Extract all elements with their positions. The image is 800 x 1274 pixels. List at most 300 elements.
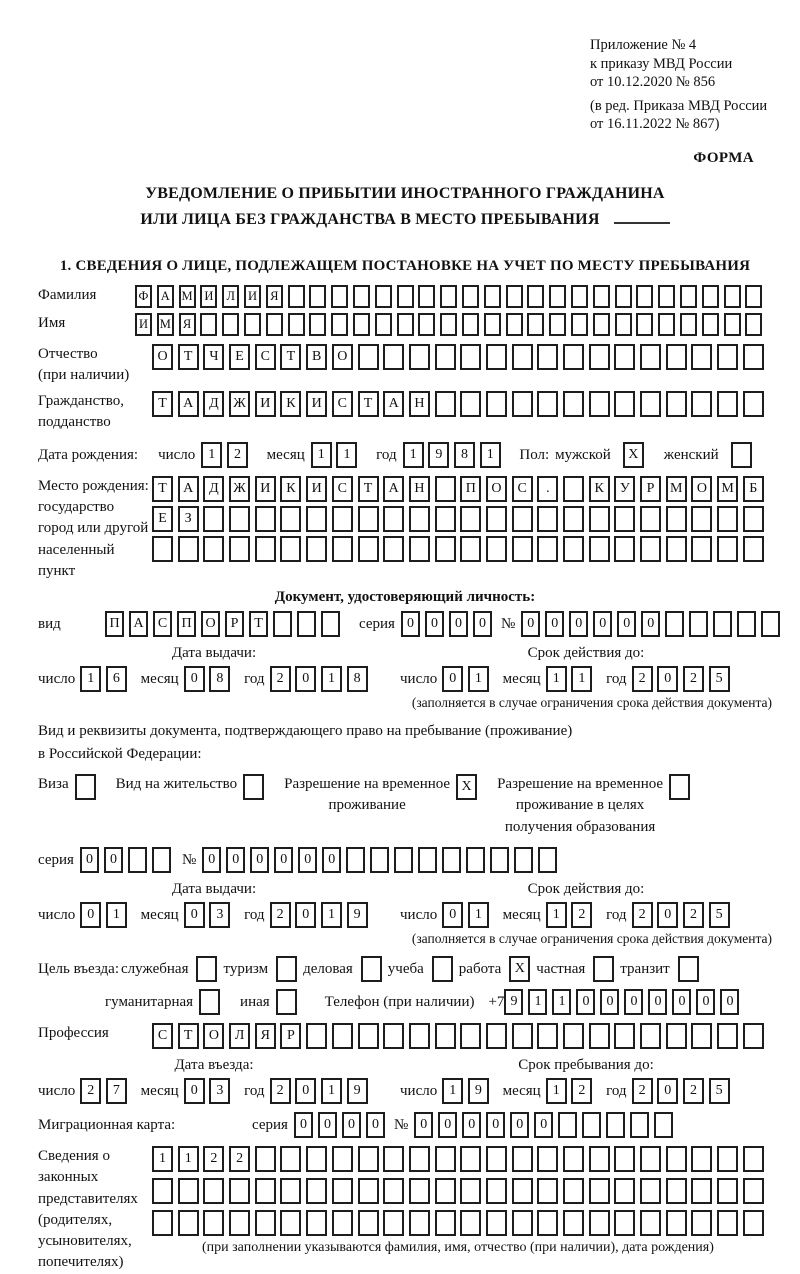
char-cell[interactable] <box>717 506 738 532</box>
char-cell[interactable] <box>332 1146 353 1172</box>
char-cell[interactable]: 0 <box>473 611 492 637</box>
char-cell[interactable] <box>486 1178 507 1204</box>
char-cell[interactable]: М <box>666 476 687 502</box>
char-cell[interactable] <box>654 1112 673 1138</box>
char-cell[interactable] <box>640 1178 661 1204</box>
char-cell[interactable]: 9 <box>347 902 368 928</box>
char-cell[interactable]: 0 <box>226 847 245 873</box>
char-cell[interactable] <box>460 536 481 562</box>
char-cell[interactable]: 8 <box>454 442 475 468</box>
char-cell[interactable] <box>571 285 588 308</box>
char-cell[interactable] <box>331 285 348 308</box>
char-cell[interactable]: 3 <box>209 902 230 928</box>
char-cell[interactable]: 0 <box>442 666 463 692</box>
char-cell[interactable] <box>152 1178 173 1204</box>
char-cell[interactable] <box>397 285 414 308</box>
char-cell[interactable]: Т <box>152 476 173 502</box>
char-cell[interactable] <box>152 536 173 562</box>
char-cell[interactable]: Д <box>203 476 224 502</box>
char-cell[interactable]: О <box>152 344 173 370</box>
char-cell[interactable]: Т <box>152 391 173 417</box>
char-cell[interactable]: 0 <box>295 1078 316 1104</box>
char-cell[interactable] <box>614 506 635 532</box>
char-cell[interactable]: М <box>157 313 174 336</box>
purpose-private-checkbox[interactable] <box>593 956 614 982</box>
char-cell[interactable] <box>666 1023 687 1049</box>
char-cell[interactable] <box>358 1210 379 1236</box>
char-cell[interactable]: 1 <box>442 1078 463 1104</box>
char-cell[interactable] <box>255 1146 276 1172</box>
char-cell[interactable]: 2 <box>632 666 653 692</box>
char-cell[interactable] <box>537 344 558 370</box>
char-cell[interactable]: 8 <box>209 666 230 692</box>
visa-checkbox[interactable] <box>75 774 96 800</box>
char-cell[interactable] <box>203 1178 224 1204</box>
char-cell[interactable] <box>614 344 635 370</box>
char-cell[interactable]: . <box>537 476 558 502</box>
char-cell[interactable]: 1 <box>106 902 127 928</box>
char-cell[interactable]: Б <box>743 476 764 502</box>
char-cell[interactable] <box>640 344 661 370</box>
char-cell[interactable] <box>666 344 687 370</box>
purpose-other-checkbox[interactable] <box>276 989 297 1015</box>
char-cell[interactable] <box>358 344 379 370</box>
char-cell[interactable] <box>589 536 610 562</box>
sex-female-checkbox[interactable] <box>731 442 752 468</box>
char-cell[interactable]: 2 <box>683 666 704 692</box>
char-cell[interactable] <box>537 391 558 417</box>
char-cell[interactable] <box>297 611 316 637</box>
char-cell[interactable]: 1 <box>552 989 571 1015</box>
char-cell[interactable] <box>288 313 305 336</box>
char-cell[interactable] <box>353 285 370 308</box>
char-cell[interactable] <box>589 1146 610 1172</box>
char-cell[interactable] <box>717 536 738 562</box>
char-cell[interactable]: 2 <box>80 1078 101 1104</box>
char-cell[interactable] <box>383 1210 404 1236</box>
char-cell[interactable] <box>370 847 389 873</box>
char-cell[interactable]: О <box>486 476 507 502</box>
char-cell[interactable]: 1 <box>546 666 567 692</box>
char-cell[interactable]: У <box>614 476 635 502</box>
char-cell[interactable] <box>435 506 456 532</box>
char-cell[interactable]: К <box>280 476 301 502</box>
char-cell[interactable] <box>466 847 485 873</box>
char-cell[interactable] <box>761 611 780 637</box>
char-cell[interactable]: 0 <box>657 1078 678 1104</box>
char-cell[interactable] <box>332 506 353 532</box>
char-cell[interactable]: 5 <box>709 902 730 928</box>
char-cell[interactable] <box>418 285 435 308</box>
char-cell[interactable] <box>331 313 348 336</box>
char-cell[interactable]: 1 <box>528 989 547 1015</box>
char-cell[interactable]: В <box>306 344 327 370</box>
char-cell[interactable] <box>462 313 479 336</box>
char-cell[interactable]: 2 <box>270 1078 291 1104</box>
char-cell[interactable]: Р <box>280 1023 301 1049</box>
char-cell[interactable] <box>717 1146 738 1172</box>
char-cell[interactable] <box>383 536 404 562</box>
temp-residence-checkbox[interactable]: X <box>456 774 477 800</box>
char-cell[interactable] <box>666 1146 687 1172</box>
char-cell[interactable]: Е <box>229 344 250 370</box>
purpose-study-checkbox[interactable] <box>432 956 453 982</box>
char-cell[interactable] <box>615 285 632 308</box>
char-cell[interactable] <box>582 1112 601 1138</box>
char-cell[interactable] <box>358 506 379 532</box>
char-cell[interactable]: 3 <box>209 1078 230 1104</box>
char-cell[interactable] <box>537 1023 558 1049</box>
purpose-business-checkbox[interactable] <box>361 956 382 982</box>
char-cell[interactable] <box>128 847 147 873</box>
char-cell[interactable]: 1 <box>403 442 424 468</box>
char-cell[interactable]: К <box>589 476 610 502</box>
char-cell[interactable] <box>606 1112 625 1138</box>
char-cell[interactable] <box>563 391 584 417</box>
char-cell[interactable] <box>486 344 507 370</box>
char-cell[interactable]: 0 <box>648 989 667 1015</box>
char-cell[interactable] <box>563 344 584 370</box>
char-cell[interactable] <box>512 1023 533 1049</box>
char-cell[interactable] <box>358 1023 379 1049</box>
char-cell[interactable]: И <box>200 285 217 308</box>
char-cell[interactable]: 0 <box>342 1112 361 1138</box>
char-cell[interactable]: Я <box>255 1023 276 1049</box>
char-cell[interactable]: 0 <box>569 611 588 637</box>
char-cell[interactable]: 0 <box>274 847 293 873</box>
char-cell[interactable]: А <box>383 476 404 502</box>
char-cell[interactable] <box>691 1210 712 1236</box>
char-cell[interactable] <box>397 313 414 336</box>
char-cell[interactable]: А <box>129 611 148 637</box>
char-cell[interactable] <box>435 1210 456 1236</box>
char-cell[interactable] <box>549 313 566 336</box>
char-cell[interactable]: И <box>135 313 152 336</box>
char-cell[interactable] <box>512 536 533 562</box>
char-cell[interactable] <box>589 506 610 532</box>
char-cell[interactable] <box>589 1178 610 1204</box>
char-cell[interactable] <box>460 1178 481 1204</box>
char-cell[interactable] <box>486 1210 507 1236</box>
char-cell[interactable]: 0 <box>449 611 468 637</box>
char-cell[interactable]: 0 <box>318 1112 337 1138</box>
char-cell[interactable]: 0 <box>295 902 316 928</box>
char-cell[interactable]: 0 <box>521 611 540 637</box>
char-cell[interactable]: 0 <box>617 611 636 637</box>
char-cell[interactable] <box>490 847 509 873</box>
char-cell[interactable] <box>309 285 326 308</box>
char-cell[interactable] <box>409 1023 430 1049</box>
char-cell[interactable]: 0 <box>593 611 612 637</box>
char-cell[interactable] <box>680 313 697 336</box>
char-cell[interactable] <box>409 344 430 370</box>
char-cell[interactable]: Ж <box>229 476 250 502</box>
char-cell[interactable] <box>717 344 738 370</box>
char-cell[interactable]: 0 <box>184 902 205 928</box>
char-cell[interactable]: Е <box>152 506 173 532</box>
char-cell[interactable] <box>435 344 456 370</box>
char-cell[interactable]: П <box>105 611 124 637</box>
char-cell[interactable] <box>614 391 635 417</box>
char-cell[interactable] <box>435 1023 456 1049</box>
char-cell[interactable] <box>571 313 588 336</box>
char-cell[interactable]: И <box>306 391 327 417</box>
char-cell[interactable] <box>306 1210 327 1236</box>
char-cell[interactable] <box>484 285 501 308</box>
char-cell[interactable] <box>537 1210 558 1236</box>
char-cell[interactable] <box>743 1023 764 1049</box>
char-cell[interactable] <box>614 1210 635 1236</box>
char-cell[interactable]: Ч <box>203 344 224 370</box>
char-cell[interactable] <box>222 313 239 336</box>
char-cell[interactable] <box>636 313 653 336</box>
char-cell[interactable] <box>717 391 738 417</box>
char-cell[interactable] <box>743 1178 764 1204</box>
char-cell[interactable]: М <box>717 476 738 502</box>
char-cell[interactable]: 1 <box>546 1078 567 1104</box>
char-cell[interactable] <box>440 285 457 308</box>
char-cell[interactable] <box>724 285 741 308</box>
char-cell[interactable]: Т <box>358 476 379 502</box>
char-cell[interactable] <box>680 285 697 308</box>
char-cell[interactable] <box>737 611 756 637</box>
char-cell[interactable]: 9 <box>428 442 449 468</box>
char-cell[interactable] <box>418 313 435 336</box>
char-cell[interactable]: 0 <box>510 1112 529 1138</box>
char-cell[interactable]: 9 <box>347 1078 368 1104</box>
char-cell[interactable]: 0 <box>576 989 595 1015</box>
char-cell[interactable]: 1 <box>468 666 489 692</box>
char-cell[interactable] <box>512 1146 533 1172</box>
char-cell[interactable] <box>666 1178 687 1204</box>
char-cell[interactable] <box>358 536 379 562</box>
char-cell[interactable] <box>713 611 732 637</box>
char-cell[interactable] <box>614 1146 635 1172</box>
char-cell[interactable] <box>743 391 764 417</box>
char-cell[interactable] <box>512 391 533 417</box>
char-cell[interactable] <box>306 506 327 532</box>
char-cell[interactable] <box>691 391 712 417</box>
char-cell[interactable]: Т <box>280 344 301 370</box>
char-cell[interactable]: 0 <box>322 847 341 873</box>
char-cell[interactable]: Р <box>225 611 244 637</box>
char-cell[interactable] <box>460 506 481 532</box>
char-cell[interactable] <box>280 506 301 532</box>
char-cell[interactable] <box>658 313 675 336</box>
char-cell[interactable] <box>614 536 635 562</box>
char-cell[interactable] <box>563 536 584 562</box>
char-cell[interactable]: 0 <box>184 1078 205 1104</box>
char-cell[interactable] <box>440 313 457 336</box>
char-cell[interactable]: 9 <box>504 989 523 1015</box>
char-cell[interactable] <box>636 285 653 308</box>
char-cell[interactable] <box>527 313 544 336</box>
char-cell[interactable] <box>353 313 370 336</box>
char-cell[interactable] <box>383 1146 404 1172</box>
char-cell[interactable] <box>689 611 708 637</box>
char-cell[interactable] <box>717 1178 738 1204</box>
char-cell[interactable] <box>442 847 461 873</box>
char-cell[interactable]: П <box>177 611 196 637</box>
char-cell[interactable] <box>691 1146 712 1172</box>
char-cell[interactable]: С <box>332 476 353 502</box>
char-cell[interactable]: А <box>157 285 174 308</box>
char-cell[interactable]: 0 <box>442 902 463 928</box>
char-cell[interactable]: К <box>280 391 301 417</box>
char-cell[interactable]: 2 <box>229 1146 250 1172</box>
char-cell[interactable] <box>244 313 261 336</box>
char-cell[interactable] <box>460 1210 481 1236</box>
char-cell[interactable]: 0 <box>641 611 660 637</box>
char-cell[interactable]: 2 <box>270 666 291 692</box>
char-cell[interactable] <box>280 536 301 562</box>
char-cell[interactable] <box>589 344 610 370</box>
char-cell[interactable] <box>435 391 456 417</box>
char-cell[interactable] <box>435 1146 456 1172</box>
char-cell[interactable]: 0 <box>438 1112 457 1138</box>
purpose-transit-checkbox[interactable] <box>678 956 699 982</box>
char-cell[interactable]: 0 <box>80 847 99 873</box>
char-cell[interactable] <box>255 506 276 532</box>
char-cell[interactable] <box>563 506 584 532</box>
char-cell[interactable] <box>666 1210 687 1236</box>
char-cell[interactable]: 1 <box>321 902 342 928</box>
char-cell[interactable] <box>266 313 283 336</box>
char-cell[interactable] <box>460 1146 481 1172</box>
char-cell[interactable] <box>486 1023 507 1049</box>
char-cell[interactable]: А <box>178 476 199 502</box>
purpose-official-checkbox[interactable] <box>196 956 217 982</box>
char-cell[interactable] <box>589 391 610 417</box>
char-cell[interactable] <box>418 847 437 873</box>
char-cell[interactable] <box>745 313 762 336</box>
char-cell[interactable] <box>229 536 250 562</box>
char-cell[interactable]: 0 <box>696 989 715 1015</box>
char-cell[interactable]: 1 <box>201 442 222 468</box>
char-cell[interactable] <box>691 344 712 370</box>
char-cell[interactable] <box>537 506 558 532</box>
char-cell[interactable] <box>486 1146 507 1172</box>
char-cell[interactable] <box>229 506 250 532</box>
char-cell[interactable] <box>409 1146 430 1172</box>
char-cell[interactable] <box>383 1023 404 1049</box>
char-cell[interactable]: 0 <box>600 989 619 1015</box>
char-cell[interactable]: С <box>153 611 172 637</box>
char-cell[interactable]: 2 <box>203 1146 224 1172</box>
char-cell[interactable]: П <box>460 476 481 502</box>
char-cell[interactable] <box>743 536 764 562</box>
char-cell[interactable]: 1 <box>152 1146 173 1172</box>
char-cell[interactable]: Д <box>203 391 224 417</box>
char-cell[interactable]: 2 <box>632 902 653 928</box>
char-cell[interactable]: 1 <box>321 666 342 692</box>
char-cell[interactable] <box>593 313 610 336</box>
char-cell[interactable]: 0 <box>104 847 123 873</box>
char-cell[interactable]: Я <box>179 313 196 336</box>
char-cell[interactable]: 0 <box>295 666 316 692</box>
char-cell[interactable]: 0 <box>657 666 678 692</box>
char-cell[interactable]: 0 <box>298 847 317 873</box>
char-cell[interactable] <box>178 1210 199 1236</box>
char-cell[interactable]: И <box>255 476 276 502</box>
char-cell[interactable]: 0 <box>624 989 643 1015</box>
char-cell[interactable] <box>563 1146 584 1172</box>
char-cell[interactable] <box>640 1023 661 1049</box>
char-cell[interactable] <box>255 536 276 562</box>
char-cell[interactable] <box>537 1146 558 1172</box>
char-cell[interactable]: 9 <box>468 1078 489 1104</box>
purpose-work-checkbox[interactable]: X <box>509 956 530 982</box>
char-cell[interactable] <box>152 847 171 873</box>
char-cell[interactable]: М <box>179 285 196 308</box>
char-cell[interactable]: Н <box>409 391 430 417</box>
char-cell[interactable]: 2 <box>632 1078 653 1104</box>
char-cell[interactable] <box>512 1178 533 1204</box>
char-cell[interactable]: С <box>255 344 276 370</box>
char-cell[interactable] <box>506 285 523 308</box>
char-cell[interactable] <box>691 1178 712 1204</box>
char-cell[interactable]: О <box>203 1023 224 1049</box>
char-cell[interactable]: 2 <box>227 442 248 468</box>
char-cell[interactable] <box>743 1146 764 1172</box>
char-cell[interactable]: 5 <box>709 666 730 692</box>
char-cell[interactable]: О <box>201 611 220 637</box>
char-cell[interactable] <box>691 536 712 562</box>
char-cell[interactable] <box>666 391 687 417</box>
char-cell[interactable] <box>306 1023 327 1049</box>
char-cell[interactable]: 0 <box>720 989 739 1015</box>
char-cell[interactable] <box>615 313 632 336</box>
char-cell[interactable] <box>658 285 675 308</box>
char-cell[interactable]: С <box>512 476 533 502</box>
char-cell[interactable] <box>743 1210 764 1236</box>
char-cell[interactable]: И <box>255 391 276 417</box>
char-cell[interactable] <box>614 1178 635 1204</box>
char-cell[interactable] <box>383 506 404 532</box>
char-cell[interactable] <box>255 1210 276 1236</box>
char-cell[interactable] <box>640 506 661 532</box>
char-cell[interactable]: Я <box>266 285 283 308</box>
char-cell[interactable] <box>375 285 392 308</box>
char-cell[interactable]: 0 <box>672 989 691 1015</box>
char-cell[interactable] <box>460 1023 481 1049</box>
char-cell[interactable] <box>203 506 224 532</box>
char-cell[interactable] <box>589 1210 610 1236</box>
char-cell[interactable] <box>409 1210 430 1236</box>
char-cell[interactable] <box>717 1023 738 1049</box>
char-cell[interactable]: 2 <box>683 1078 704 1104</box>
char-cell[interactable] <box>691 506 712 532</box>
sex-male-checkbox[interactable]: X <box>623 442 644 468</box>
char-cell[interactable] <box>346 847 365 873</box>
char-cell[interactable]: Л <box>222 285 239 308</box>
char-cell[interactable]: 0 <box>534 1112 553 1138</box>
char-cell[interactable] <box>486 536 507 562</box>
char-cell[interactable] <box>358 1178 379 1204</box>
char-cell[interactable]: Т <box>358 391 379 417</box>
char-cell[interactable] <box>506 313 523 336</box>
char-cell[interactable] <box>640 391 661 417</box>
char-cell[interactable]: 0 <box>250 847 269 873</box>
char-cell[interactable]: 0 <box>202 847 221 873</box>
char-cell[interactable]: Л <box>229 1023 250 1049</box>
char-cell[interactable] <box>435 476 456 502</box>
char-cell[interactable] <box>702 313 719 336</box>
char-cell[interactable]: 0 <box>657 902 678 928</box>
char-cell[interactable] <box>280 1146 301 1172</box>
char-cell[interactable]: 5 <box>709 1078 730 1104</box>
char-cell[interactable]: 0 <box>462 1112 481 1138</box>
